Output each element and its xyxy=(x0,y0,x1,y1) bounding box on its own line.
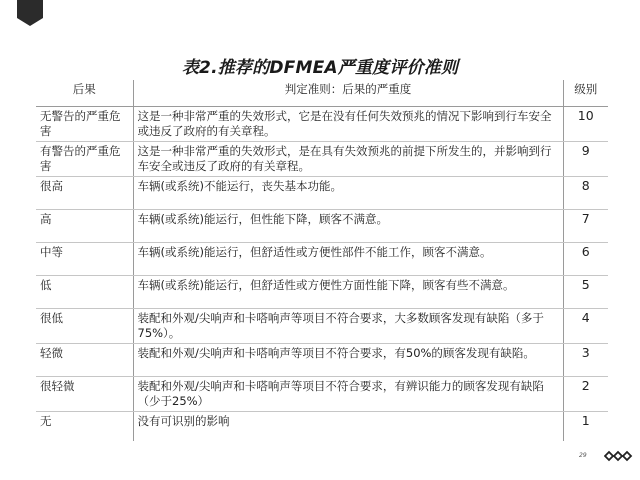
row-result: 低 xyxy=(36,275,133,308)
row-level: 9 xyxy=(563,141,608,176)
row-level: 7 xyxy=(563,209,608,242)
row-level: 1 xyxy=(581,412,590,428)
row-result: 轻微 xyxy=(36,343,133,376)
row-level: 8 xyxy=(563,176,608,209)
row-result: 中等 xyxy=(36,242,133,275)
page-number: 29 xyxy=(579,452,587,459)
row-criteria: 装配和外观/尖响声和卡嗒响声等项目不符合要求，有辨识能力的顾客发现有缺陷（少于25%） xyxy=(133,376,563,411)
row-result: 很低 xyxy=(36,308,133,343)
row-level: 3 xyxy=(563,343,608,376)
table-header-row xyxy=(36,80,608,106)
row-criteria: 车辆(或系统)能运行，但舒适性或方便性部件不能工作，顾客不满意。 xyxy=(133,242,563,275)
row-result: 很轻微 xyxy=(36,376,133,411)
row-criteria: 车辆(或系统)能运行，但舒适性或方便性方面性能下降，顾客有些不满意。 xyxy=(133,275,563,308)
header-criteria: 判定准则：后果的严重度 xyxy=(133,80,563,106)
header-level: 级别 xyxy=(563,80,608,106)
header-result: 后果 xyxy=(36,80,133,106)
table-row xyxy=(36,376,608,411)
row-criteria: 车辆(或系统)不能运行，丧失基本功能。 xyxy=(133,176,563,209)
row-level: 2 xyxy=(563,376,608,411)
row-level: 10 xyxy=(563,106,608,141)
row-result: 高 xyxy=(36,209,133,242)
row-level: 6 xyxy=(563,242,608,275)
row-criteria: 这是一种非常严重的失效形式，它是在没有任何失效预兆的情况下影响到行车安全或违反了政府的有关章程。 xyxy=(133,106,563,141)
row-level: 5 xyxy=(563,275,608,308)
table-row xyxy=(36,176,608,209)
table-row xyxy=(36,209,608,242)
row-criteria: 没有可识别的影响 xyxy=(133,411,563,441)
row-result: 很高 xyxy=(36,176,133,209)
diamond-chain-icon xyxy=(604,449,634,463)
table-row xyxy=(36,343,608,376)
row-level: 4 xyxy=(563,308,608,343)
row-result: 有警告的严重危害 xyxy=(36,141,133,176)
table-row xyxy=(36,242,608,275)
table-row xyxy=(36,411,608,441)
row-criteria: 车辆(或系统)能运行，但性能下降，顾客不满意。 xyxy=(133,209,563,242)
slide-title: 表2.推荐的DFMEA严重度评价准则 xyxy=(181,58,459,78)
table-row xyxy=(36,308,608,343)
row-criteria: 装配和外观/尖响声和卡嗒响声等项目不符合要求，大多数顾客发现有缺陷（多于75%）。 xyxy=(133,308,563,343)
corner-shield-icon xyxy=(15,0,45,26)
row-criteria: 装配和外观/尖响声和卡嗒响声等项目不符合要求，有50%的顾客发现有缺陷。 xyxy=(133,343,563,376)
row-result: 无 xyxy=(36,411,133,441)
table-row xyxy=(36,275,608,308)
row-result: 无警告的严重危害 xyxy=(36,106,133,141)
table-row xyxy=(36,141,608,176)
table-row xyxy=(36,106,608,141)
row-criteria: 这是一种非常严重的失效形式，是在具有失效预兆的前提下所发生的，并影响到行车安全或违反了政府的有关章程。 xyxy=(133,141,563,176)
severity-table xyxy=(36,80,608,441)
